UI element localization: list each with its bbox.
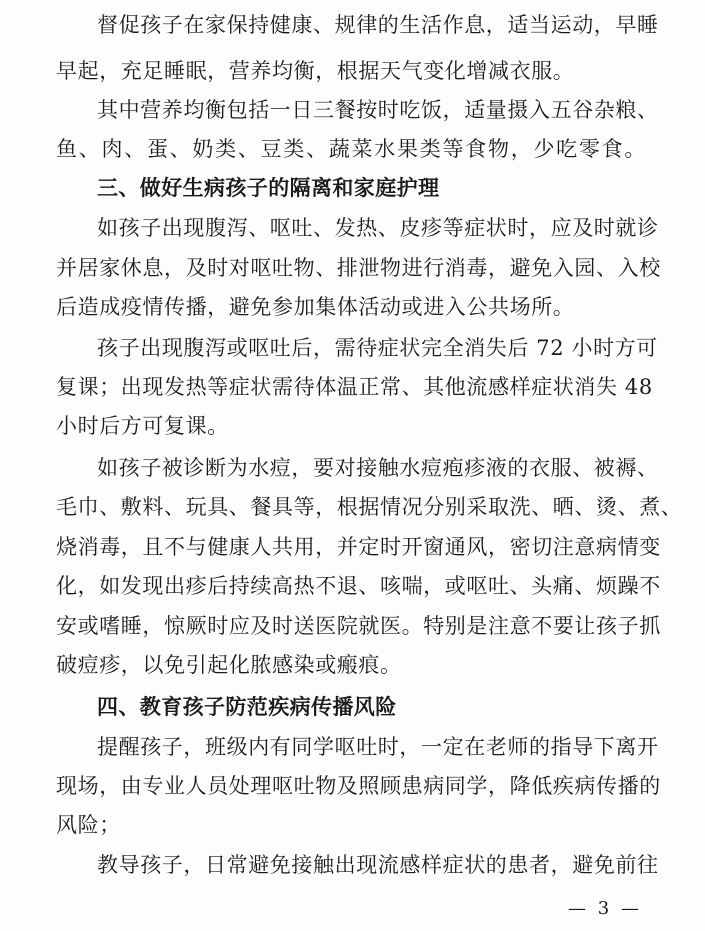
paragraph-line: 复课；出现发热等症状需待体温正常、其他流感样症状消失 48 xyxy=(56,375,653,399)
paragraph-line: 提醒孩子，班级内有同学呕吐时，一定在老师的指导下离开 xyxy=(97,735,659,759)
paragraph-line: 并居家休息，及时对呕吐物、排泄物进行消毒，避免入园、入校 xyxy=(56,256,661,280)
paragraph-line: 督促孩子在家保持健康、规律的生活作息，适当运动，早睡 xyxy=(97,13,659,37)
paragraph-line: 现场，由专业人员处理呕吐物及照顾患病同学，降低疾病传播的 xyxy=(56,774,661,798)
page-number: — 3 — xyxy=(568,898,642,919)
paragraph-line: 教导孩子，日常避免接触出现流感样症状的患者，避免前往 xyxy=(97,853,659,877)
paragraph-line: 破痘疹，以免引起化脓感染或瘢痕。 xyxy=(56,653,402,677)
section-heading: 四、教育孩子防范疾病传播风险 xyxy=(97,695,397,719)
paragraph-line: 如孩子被诊断为水痘，要对接触水痘疱疹液的衣服、被褥、 xyxy=(97,456,659,480)
paragraph-line: 烧消毒，且不与健康人共用，并定时开窗通风，密切注意病情变 xyxy=(56,535,661,559)
paragraph-line: 其中营养均衡包括一日三餐按时吃饭，适量摄入五谷杂粮、 xyxy=(97,98,659,122)
paragraph-line: 毛巾、敷料、玩具、餐具等，根据情况分别采取洗、晒、烫、煮、 xyxy=(56,495,683,519)
paragraph-line: 化，如发现出疹后持续高热不退、咳喘，或呕吐、头痛、烦躁不 xyxy=(56,574,661,598)
paragraph-line: 安或嗜睡，惊厥时应及时送医院就医。特别是注意不要让孩子抓 xyxy=(56,614,661,638)
paragraph-line: 鱼、肉、蛋、奶类、豆类、蔬菜水果类等食物，少吃零食。 xyxy=(56,137,646,161)
paragraph-line: 后造成疫情传播，避免参加集体活动或进入公共场所。 xyxy=(56,295,575,319)
paragraph-line: 早起，充足睡眠，营养均衡，根据天气变化增减衣服。 xyxy=(56,59,575,83)
paragraph-line: 孩子出现腹泻或呕吐后，需待症状完全消失后 72 小时方可 xyxy=(97,336,658,360)
section-heading: 三、做好生病孩子的隔离和家庭护理 xyxy=(97,176,440,200)
paragraph-line: 风险； xyxy=(56,813,121,837)
paragraph-line: 小时后方可复课。 xyxy=(56,414,229,438)
paragraph-line: 如孩子出现腹泻、呕吐、发热、皮疹等症状时，应及时就诊 xyxy=(97,216,659,240)
